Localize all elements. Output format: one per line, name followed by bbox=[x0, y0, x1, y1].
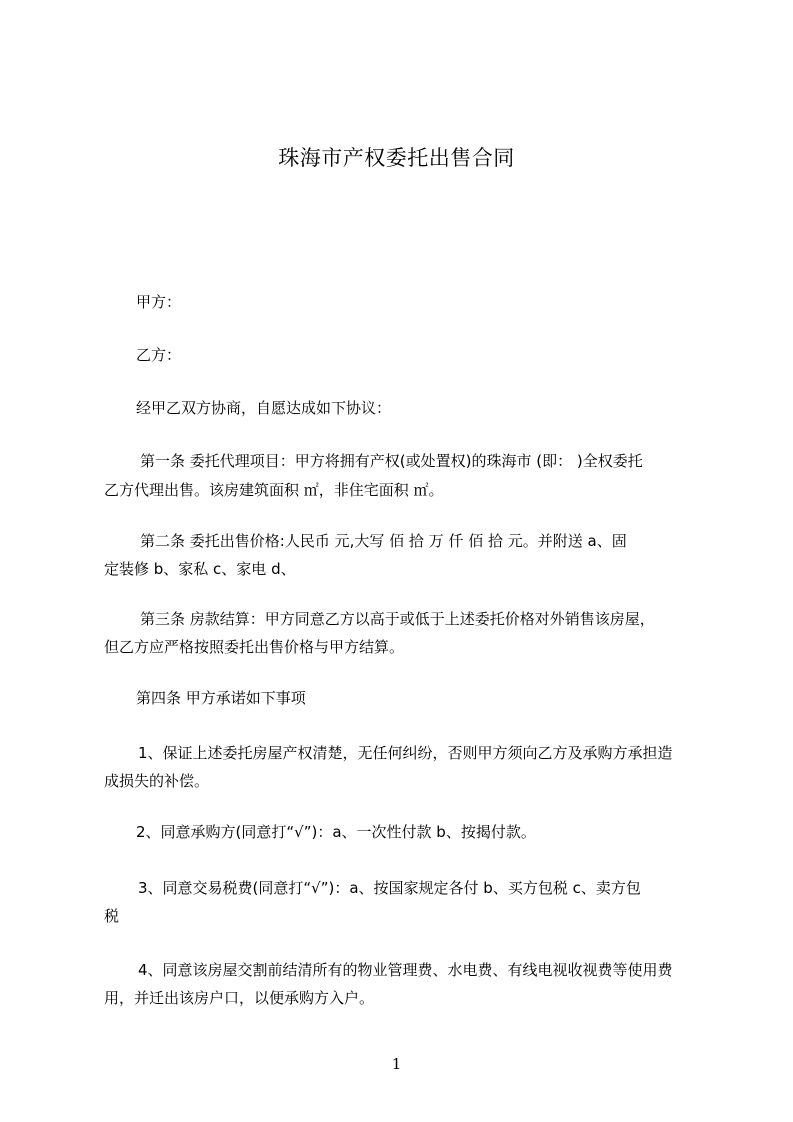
article-2-line-2: 定装修 b、家私 c、家电 d、 bbox=[104, 560, 296, 578]
article-3-line-1: 第三条 房款结算：甲方同意乙方以高于或低于上述委托价格对外销售该房屋， bbox=[140, 610, 655, 628]
article-1-line-1: 第一条 委托代理项目：甲方将拥有产权(或处置权)的珠海市 (即： )全权委托 bbox=[140, 452, 643, 470]
item-3-line-1: 3、同意交易税费(同意打“√”)：a、按国家规定各付 b、买方包税 c、卖方包 bbox=[138, 879, 641, 897]
article-4-heading: 第四条 甲方承诺如下事项 bbox=[136, 689, 306, 707]
item-4-line-1: 4、同意该房屋交割前结清所有的物业管理费、水电费、有线电视收视费等使用费 bbox=[138, 961, 673, 979]
party-b-label: 乙方： bbox=[136, 346, 182, 364]
preamble-text: 经甲乙双方协商，自愿达成如下协议： bbox=[136, 399, 392, 417]
document-title: 珠海市产权委托出售合同 bbox=[278, 146, 515, 170]
article-1-line-2: 乙方代理出售。该房建筑面积 ㎡，非住宅面积 ㎡。 bbox=[104, 481, 444, 499]
article-3-line-2: 但乙方应严格按照委托出售价格与甲方结算。 bbox=[104, 638, 405, 656]
item-2-text: 2、同意承购方(同意打“√”)：a、一次性付款 b、按揭付款。 bbox=[136, 823, 536, 841]
item-1-line-2: 成损失的补偿。 bbox=[104, 772, 210, 790]
item-4-line-2: 用，并迁出该房户口，以便承购方入户。 bbox=[104, 989, 375, 1007]
article-2-line-1: 第二条 委托出售价格:人民币 元,大写 佰 拾 万 仟 佰 拾 元。并附送 a、固 bbox=[140, 532, 627, 550]
item-3-line-2: 税 bbox=[104, 907, 120, 925]
party-a-label: 甲方： bbox=[136, 293, 182, 311]
page-number: 1 bbox=[391, 1055, 402, 1073]
item-1-line-1: 1、保证上述委托房屋产权清楚，无任何纠纷，否则甲方须向乙方及承购方承担造 bbox=[138, 744, 673, 762]
